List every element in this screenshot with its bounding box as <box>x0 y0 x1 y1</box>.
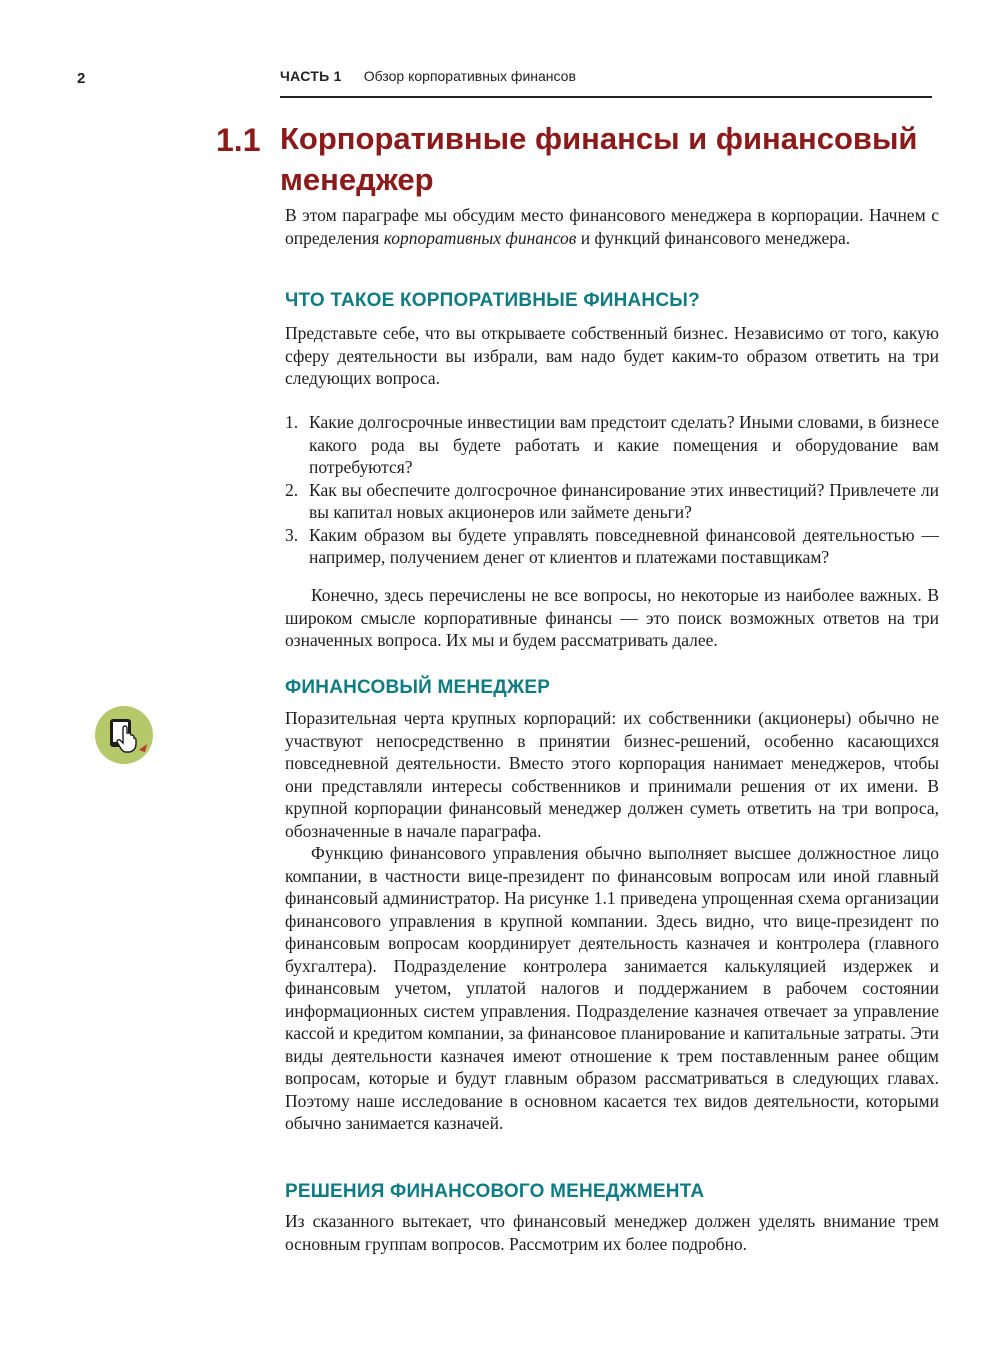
subheading-decisions: РЕШЕНИЯ ФИНАНСОВОГО МЕНЕДЖМЕНТА <box>285 1181 705 1202</box>
page-number: 2 <box>77 70 86 87</box>
manager-paragraphs <box>285 707 939 1135</box>
part-title: Обзор корпоративных финансов <box>363 68 576 84</box>
list-number: 3. <box>285 524 299 545</box>
list-number: 1. <box>285 412 299 432</box>
paragraph: Поразительная черта крупных корпораций: их собственники (акционеры) обычно не участвуют непосредственно в принятии бизнес-решений, особенно касающихся повседневной деятельности. Вместо этого корпорация нанимает менеджеров, чтобы они представляли интересы собственников и принимали решения от их имени. В крупной корпорации финансовый менеджер должен суметь ответить на три вопроса, обозначенные в начале параграфа. <box>285 708 939 841</box>
what-is-closing <box>285 584 939 652</box>
questions-list <box>285 411 939 569</box>
paragraph: Конечно, здесь перечислены не все вопросы, но некоторые из наиболее важных. В широком смысле корпоративные финансы — это поиск возможных ответов на три означенных вопроса. Их мы и будем рассматривать далее. <box>285 585 939 650</box>
intro-text: В этом параграфе мы обсудим место финансового менеджера в корпорации. Начнем с определения <box>285 205 939 248</box>
intro-italic-term: корпоративных финансов <box>383 227 577 248</box>
list-item <box>285 524 939 569</box>
part-label: ЧАСТЬ 1 <box>280 68 342 84</box>
list-text: Какие долгосрочные инвестиции вам предстоит сделать? Иными словами, в бизнесе какого рода вы будете работать и какие помещения и оборудование вам потребуются? <box>309 412 939 477</box>
list-item <box>285 479 939 524</box>
header-rule <box>280 96 932 98</box>
what-is-paragraph <box>285 322 939 390</box>
section-title: Корпоративные финансы и финансовый менеджер <box>280 121 918 197</box>
paragraph: Функцию финансового управления обычно выполняет высшее должностное лицо компании, в частности вице-президент по финансовым вопросам или иной главный финансовый администратор. На рисунке 1.1 приведена упрощенная схема организации финансового управления в крупной компании. Здесь видно, что вице-президент по финансовым вопросам координирует деятельность казначея и контролера (главного бухгалтера). Подразделение контролера занимается калькуляцией издержек и финансовым учетом, уплатой налогов и поддержанием в рабочем состоянии информационных систем управления. Подразделение казначея отвечает за управление кассой и кредитом компании, за финансовое планирование и капитальные затраты. Эти виды деятельности казначея имеют отношение к трем поставленным ранее общим вопросам, которые и будут главным образом рассматриваться в следующих главах. Поэтому наше исследование в основном касается тех видов деятельности, которыми обычно занимается казначей. <box>285 843 939 1133</box>
running-header <box>280 68 576 84</box>
intro-text-end: и функций финансового менеджера. <box>576 227 851 248</box>
subheading-what-is: ЧТО ТАКОЕ КОРПОРАТИВНЫЕ ФИНАНСЫ? <box>285 290 700 311</box>
list-text: Как вы обеспечите долгосрочное финансирование этих инвестиций? Привлечете ли вы капитал новых акционеров или займете деньги? <box>309 479 939 522</box>
paragraph: Представьте себе, что вы открываете собственный бизнес. Независимо от того, какую сферу деятельности вы избрали, вам надо будет каким-то образом ответить на три следующих вопроса. <box>285 323 939 388</box>
list-item <box>285 411 939 479</box>
section-number: 1.1 <box>216 122 261 158</box>
subheading-manager: ФИНАНСОВЫЙ МЕНЕДЖЕР <box>285 677 551 698</box>
paragraph: Из сказанного вытекает, что финансовый менеджер должен уделять внимание трем основным группам вопросов. Рассмотрим их более подробно. <box>285 1211 939 1254</box>
list-text: Каким образом вы будете управлять повседневной финансовой деятельностью — например, получением денег от клиентов и платежами поставщикам? <box>309 524 939 567</box>
decisions-paragraph <box>285 1210 939 1255</box>
section-intro <box>285 204 939 249</box>
list-number: 2. <box>285 479 299 500</box>
tablet-touch-icon <box>95 706 153 764</box>
